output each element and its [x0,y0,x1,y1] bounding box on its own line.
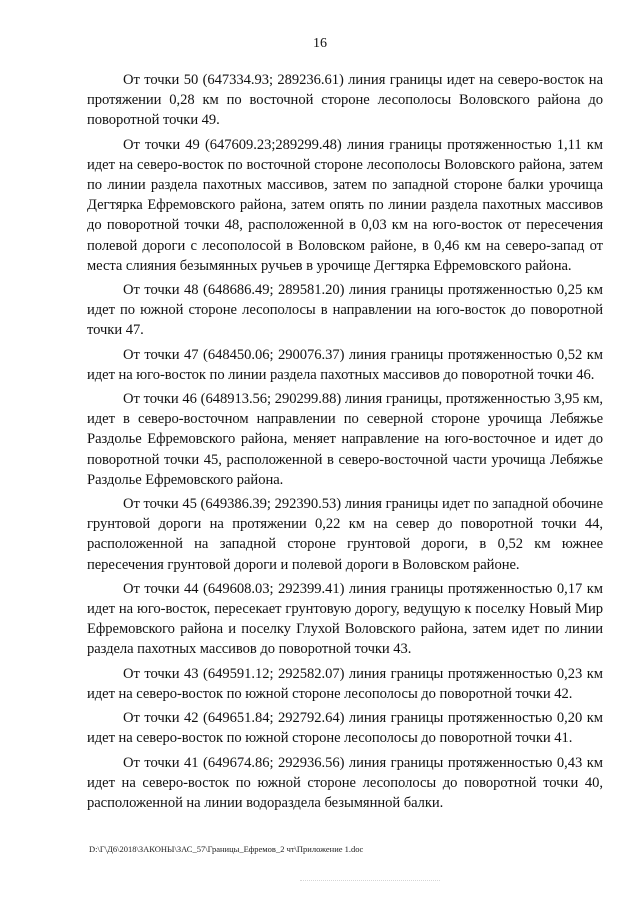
paragraph-point-43: От точки 43 (649591.12; 292582.07) линия границы протяженностью 0,23 км идет на северо-восток по южной стороне лесополосы до поворотной точки 42. [87,665,603,702]
paragraph-point-41: От точки 41 (649674.86; 292936.56) линия границы протяженностью 0,43 км идет на северо-восток по южной стороне лесополосы до поворотной точки 40, расположенной на линии водораздела безымянной балки. [87,754,603,811]
paragraph-point-47: От точки 47 (648450.06; 290076.37) линия границы протяженностью 0,52 км идет на юго-восток по линии раздела пахотных массивов до поворотной точки 46. [87,346,603,383]
paragraph-point-46: От точки 46 (648913.56; 290299.88) линия границы, протяженностью 3,95 км, идет в северо-восточном направлении по северной стороне урочища Лебяжье Раздолье Ефремовского района, меняет направление на юго-восточное и идет до поворотной точки 45, расположенной в северо-восточной части урочища Лебяжье Раздолье Ефремовского района. [87,391,603,488]
document-body [87,70,603,817]
paragraph-point-48: От точки 48 (648686.49; 289581.20) линия границы протяженностью 0,25 км идет по южной стороне лесополосы в направлении на юго-восток до поворотной точки 47. [87,282,603,339]
paragraph-point-45: От точки 45 (649386.39; 292390.53) линия границы идет по западной обочине грунтовой дороги на протяжении 0,22 км на север до поворотной точки 44, расположенной на западной стороне грунтовой дороги, в 0,52 км южнее пересечения грунтовой дороги и полевой дороги в Воловском районе. [87,496,603,573]
footer-file-path: D:\Г\Д6\2018\ЗАКОНЫ\ЗАС_57\Границы_Ефремов_2 чт\Приложение 1.doc [89,844,364,854]
paragraph-point-49: От точки 49 (647609.23;289299.48) линия границы протяженностью 1,11 км идет на северо-восток по восточной стороне лесополосы Воловского района, затем по линии раздела пахотных массивов, затем по западной стороне балки урочища Дегтярка Ефремовского района, затем опять по линии раздела пахотных массивов до поворотной точки 48, расположенной в 0,03 км на юго-восток от пересечения полевой дороги с лесополосой в Воловском районе, в 0,46 км на северо-запад от места слияния безымянных ручьев в урочище Дегтярка Ефремовского района. [87,136,603,274]
paragraph-point-42: От точки 42 (649651.84; 292792.64) линия границы протяженностью 0,20 км идет на северо-восток по южной стороне лесополосы до поворотной точки 41. [87,710,603,747]
paragraph-point-44: От точки 44 (649608.03; 292399.41) линия границы протяженностью 0,17 км идет на юго-восток, пересекает грунтовую дорогу, ведущую к поселку Новый Мир Ефремовского района и поселку Глухой Воловского района, затем идет по линии раздела пахотных массивов до поворотной точки 43. [87,580,603,658]
paragraph-point-50: От точки 50 (647334.93; 289236.61) линия границы идет на северо-восток на протяжении 0,28 км по восточной стороне лесополосы Воловского района до поворотной точки 49. [87,72,603,129]
page-number: 16 [313,36,327,51]
scan-artifact [300,880,440,887]
